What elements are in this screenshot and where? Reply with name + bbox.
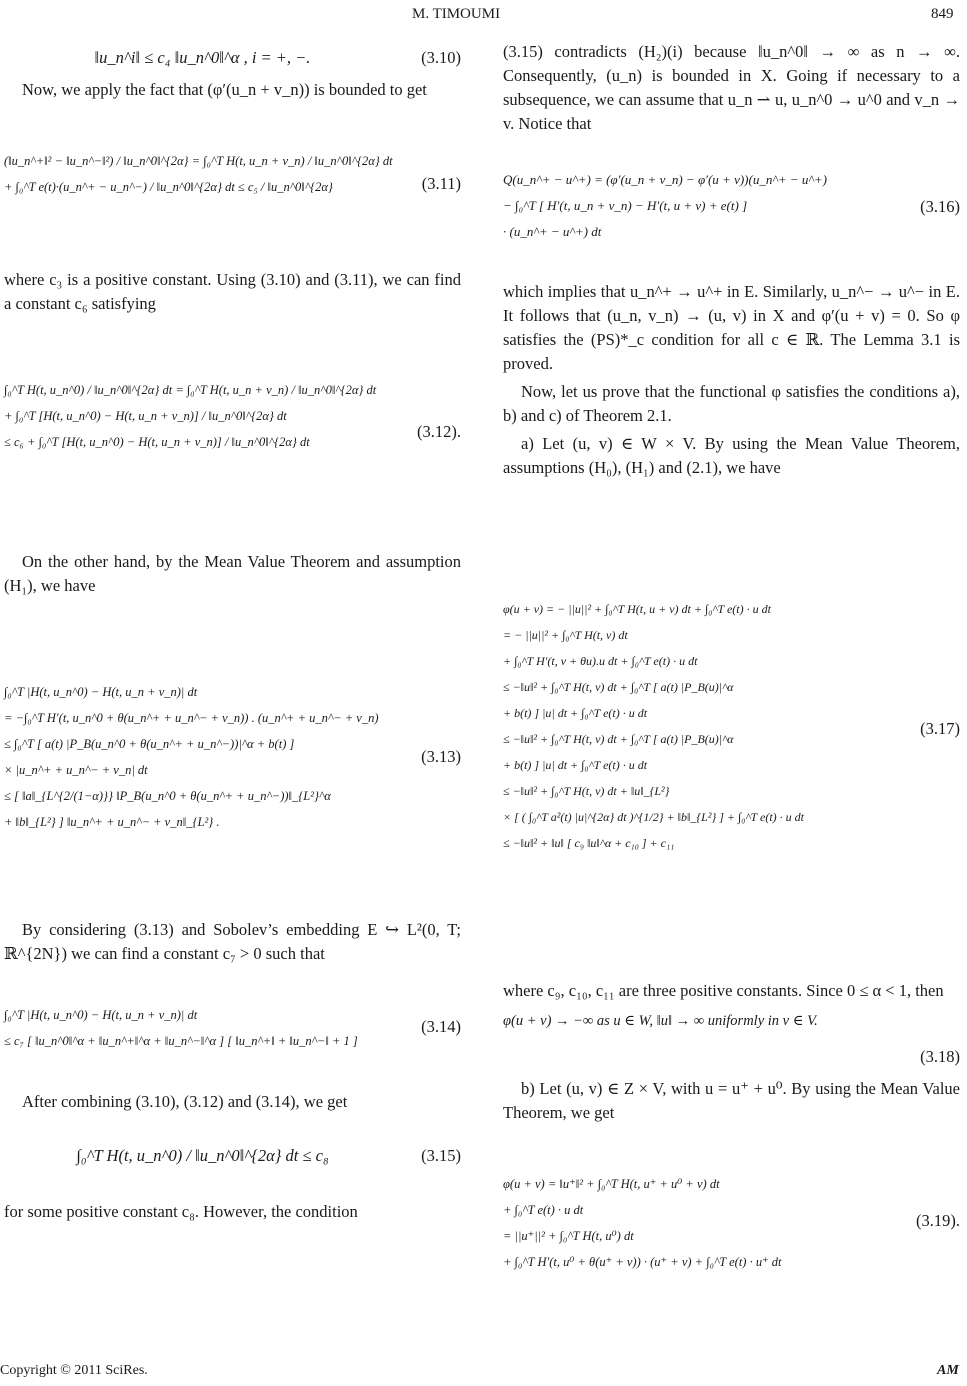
equation-line: ≤ −‖u‖² + ∫₀^T H(t, v) dt + ∫₀^T [ a(t) |P_B(u)|^α [503, 680, 734, 694]
equation-number: (3.16) [920, 197, 960, 216]
equation-line: (‖u_n^+‖² − ‖u_n^−‖²) / ‖u_n^0‖^{2α} = ∫₀^T H(t, u_n + v_n) / ‖u_n^0‖^{2α} dt [4, 154, 393, 168]
equation-line: + ∫₀^T H′(t, v + θu).u dt + ∫₀^T e(t) · u dt [503, 654, 698, 668]
equation-line: − ∫₀^T [ H′(t, u_n + v_n) − H′(t, u + v) + e(t) ] [503, 198, 748, 213]
equation-line: ≤ −‖u‖² + ∫₀^T H(t, v) dt + ∫₀^T [ a(t) |P_B(u)|^α [503, 732, 734, 746]
equation-line: Q(u_n^+ − u^+) = (φ′(u_n + v_n) − φ′(u + v))(u_n^+ − u^+) [503, 172, 827, 187]
equation-line: + ∫₀^T e(t)·(u_n^+ − u_n^−) / ‖u_n^0‖^{2α} dt ≤ c₅ / ‖u_n^0‖^{2α} [4, 180, 333, 194]
copyright-footer: Copyright © 2011 SciRes. [0, 1363, 148, 1378]
equation-number: (3.14) [421, 1017, 461, 1036]
equation-number: (3.19). [916, 1211, 960, 1230]
equation-3-19 [503, 1131, 960, 1311]
equation-line: + b(t) ] |u| dt + ∫₀^T e(t) · u dt [503, 758, 648, 772]
paragraph: a) Let (u, v) ∈ W × V. By using the Mean Value Theorem, assumptions (H₀), (H₁) and (2.1), we have [503, 434, 960, 477]
equation-line: = −∫₀^T H′(t, u_n^0 + θ(u_n^+ + u_n^− + v_n)) . (u_n^+ + u_n^− + v_n) [4, 711, 379, 725]
paragraph: where c₃ is a positive constant. Using (3.10) and (3.11), we can find a constant c₆ satisfying [4, 270, 461, 313]
equation-3-17 [503, 486, 960, 971]
equation-line: × [ ( ∫₀^T a²(t) |u|^{2α} dt )^{1/2} + ‖b‖_{L²} ] + ∫₀^T e(t) · u dt [503, 810, 804, 824]
equation-number: (3.12). [417, 422, 461, 441]
paragraph: By considering (3.13) and Sobolev’s embedding E ↪ L²(0, T; ℝ^{2N}) we can find a constant c₇ > 0 such that [4, 920, 461, 963]
equation-line: ≤ [ ‖a‖_{L^{2/(1−α)}} ‖P_B(u_n^0 + θ(u_n^+ + u_n^−))‖_{L²}^α [4, 789, 331, 803]
equation-line: + ∫₀^T e(t) · u dt [503, 1203, 584, 1217]
equation-line: ≤ −‖u‖² + ∫₀^T H(t, v) dt + ‖u‖_{L²} [503, 784, 670, 798]
paragraph: (3.15) contradicts (H₂)(i) because ‖u_n^0‖ → ∞ as n → ∞. Consequently, (u_n) is bounded in X. Going if necessary to a subsequence, we can assume that u_n ⇀ u, u_n^0 → u^0 and v_n → v. Notice that [503, 42, 960, 133]
equation-line: ∫₀^T |H(t, u_n^0) − H(t, u_n + v_n)| dt [4, 1008, 198, 1022]
equation-3-14 [4, 972, 461, 1082]
paragraph: On the other hand, by the Mean Value Theorem and assumption (H₁), we have [4, 552, 461, 595]
equation-number: (3.13) [421, 747, 461, 766]
equation-line: + ‖b‖_{L²} ] ‖u_n^+ + u_n^− + v_n‖_{L²} . [4, 815, 220, 829]
equation-number: (3.10) [421, 48, 461, 67]
equation-3-10: ‖u_n^i‖ ≤ c₄ ‖u_n^0‖^α , i = +, −. (3.10) [4, 46, 461, 70]
equation-line: ≤ −‖u‖² + ‖u‖ [ c₉ ‖u‖^α + c₁₀ ] + c₁₁ [503, 836, 675, 850]
paragraph: for some positive constant c₈. However, the condition [4, 1202, 358, 1221]
paragraph: b) Let (u, v) ∈ Z × V, with u = u⁺ + u⁰. By using the Mean Value Theorem, we get [503, 1079, 960, 1122]
paragraph: After combining (3.10), (3.12) and (3.14), we get [22, 1092, 348, 1111]
equation-line: + b(t) ] |u| dt + ∫₀^T e(t) · u dt [503, 706, 648, 720]
equation-line: ≤ c₇ [ ‖u_n^0‖^α + ‖u_n^+‖^α + ‖u_n^−‖^α ] [ ‖u_n^+‖ + ‖u_n^−‖ + 1 ] [4, 1034, 358, 1048]
equation-number: (3.17) [920, 718, 960, 738]
equation-3-16 [503, 142, 960, 272]
running-title: M. TIMOUMI [412, 6, 501, 22]
equation-line: ∫₀^T |H(t, u_n^0) − H(t, u_n + v_n)| dt [4, 685, 198, 699]
equation-line: φ(u + v) = − ||u||² + ∫₀^T H(t, u + v) dt + ∫₀^T e(t) · u dt [503, 602, 771, 616]
equation-3-13 [4, 604, 461, 910]
page-number: 849 [931, 6, 954, 22]
equation-line: + ∫₀^T [H(t, u_n^0) − H(t, u_n + v_n)] / ‖u_n^0‖^{2α} dt [4, 409, 287, 423]
right-column [503, 40, 960, 1319]
equation-line: · (u_n^+ − u^+) dt [503, 224, 602, 239]
equation-number: (3.18) [920, 1047, 960, 1066]
equation-3-18: φ(u + v) → −∞ as u ∈ W, ‖u‖ → ∞ uniformly in v ∈ V. (3.18) [503, 1009, 960, 1069]
equation-line: ≤ ∫₀^T [ a(t) |P_B(u_n^0 + θ(u_n^+ + u_n^−))|^α + b(t) ] [4, 737, 295, 751]
paragraph: where c₉, c₁₀, c₁₁ are three positive constants. Since 0 ≤ α < 1, then [503, 981, 944, 1000]
equation-line: = − ||u||² + ∫₀^T H(t, v) dt [503, 628, 628, 642]
equation-number: (3.15) [421, 1146, 461, 1165]
equation-line: × |u_n^+ + u_n^− + v_n| dt [4, 763, 148, 777]
equation-3-11 [4, 108, 461, 260]
equation-line: = ||u⁺||² + ∫₀^T H(t, u⁰) dt [503, 1229, 634, 1243]
equation-line: + ∫₀^T H′(t, u⁰ + θ(u⁺ + v)) · (u⁺ + v) + ∫₀^T e(t) · u⁺ dt [503, 1255, 782, 1269]
equation-line: ∫₀^T H(t, u_n^0) / ‖u_n^0‖^{2α} dt = ∫₀^T H(t, u_n + v_n) / ‖u_n^0‖^{2α} dt [4, 383, 377, 397]
left-column [4, 40, 461, 1228]
equation-line: ≤ c₆ + ∫₀^T [H(t, u_n^0) − H(t, u_n + v_n)] / ‖u_n^0‖^{2α} dt [4, 435, 310, 449]
journal-abbrev: AM [937, 1363, 959, 1378]
paragraph: Now, we apply the fact that (φ′(u_n + v_n)) is bounded to get [22, 80, 427, 99]
equation-3-12 [4, 322, 461, 542]
equation-number: (3.11) [421, 174, 461, 193]
paragraph: which implies that u_n^+ → u^+ in E. Similarly, u_n^− → u^− in E. It follows that (u_n, v_n) → (u, v) in X and φ′(u + v) = 0. So φ satisfies the (PS)*_c condition for all c ∈ ℝ. The Lemma 3.1 is proved. [503, 282, 960, 373]
paragraph: Now, let us prove that the functional φ satisfies the conditions a), b) and c) of Theorem 2.1. [503, 382, 960, 425]
equation-3-15: ∫₀^T H(t, u_n^0) / ‖u_n^0‖^{2α} dt ≤ c₈ (3.15) [4, 1120, 461, 1192]
equation-line: φ(u + v) = ‖u⁺‖² + ∫₀^T H(t, u⁺ + u⁰ + v) dt [503, 1177, 720, 1191]
